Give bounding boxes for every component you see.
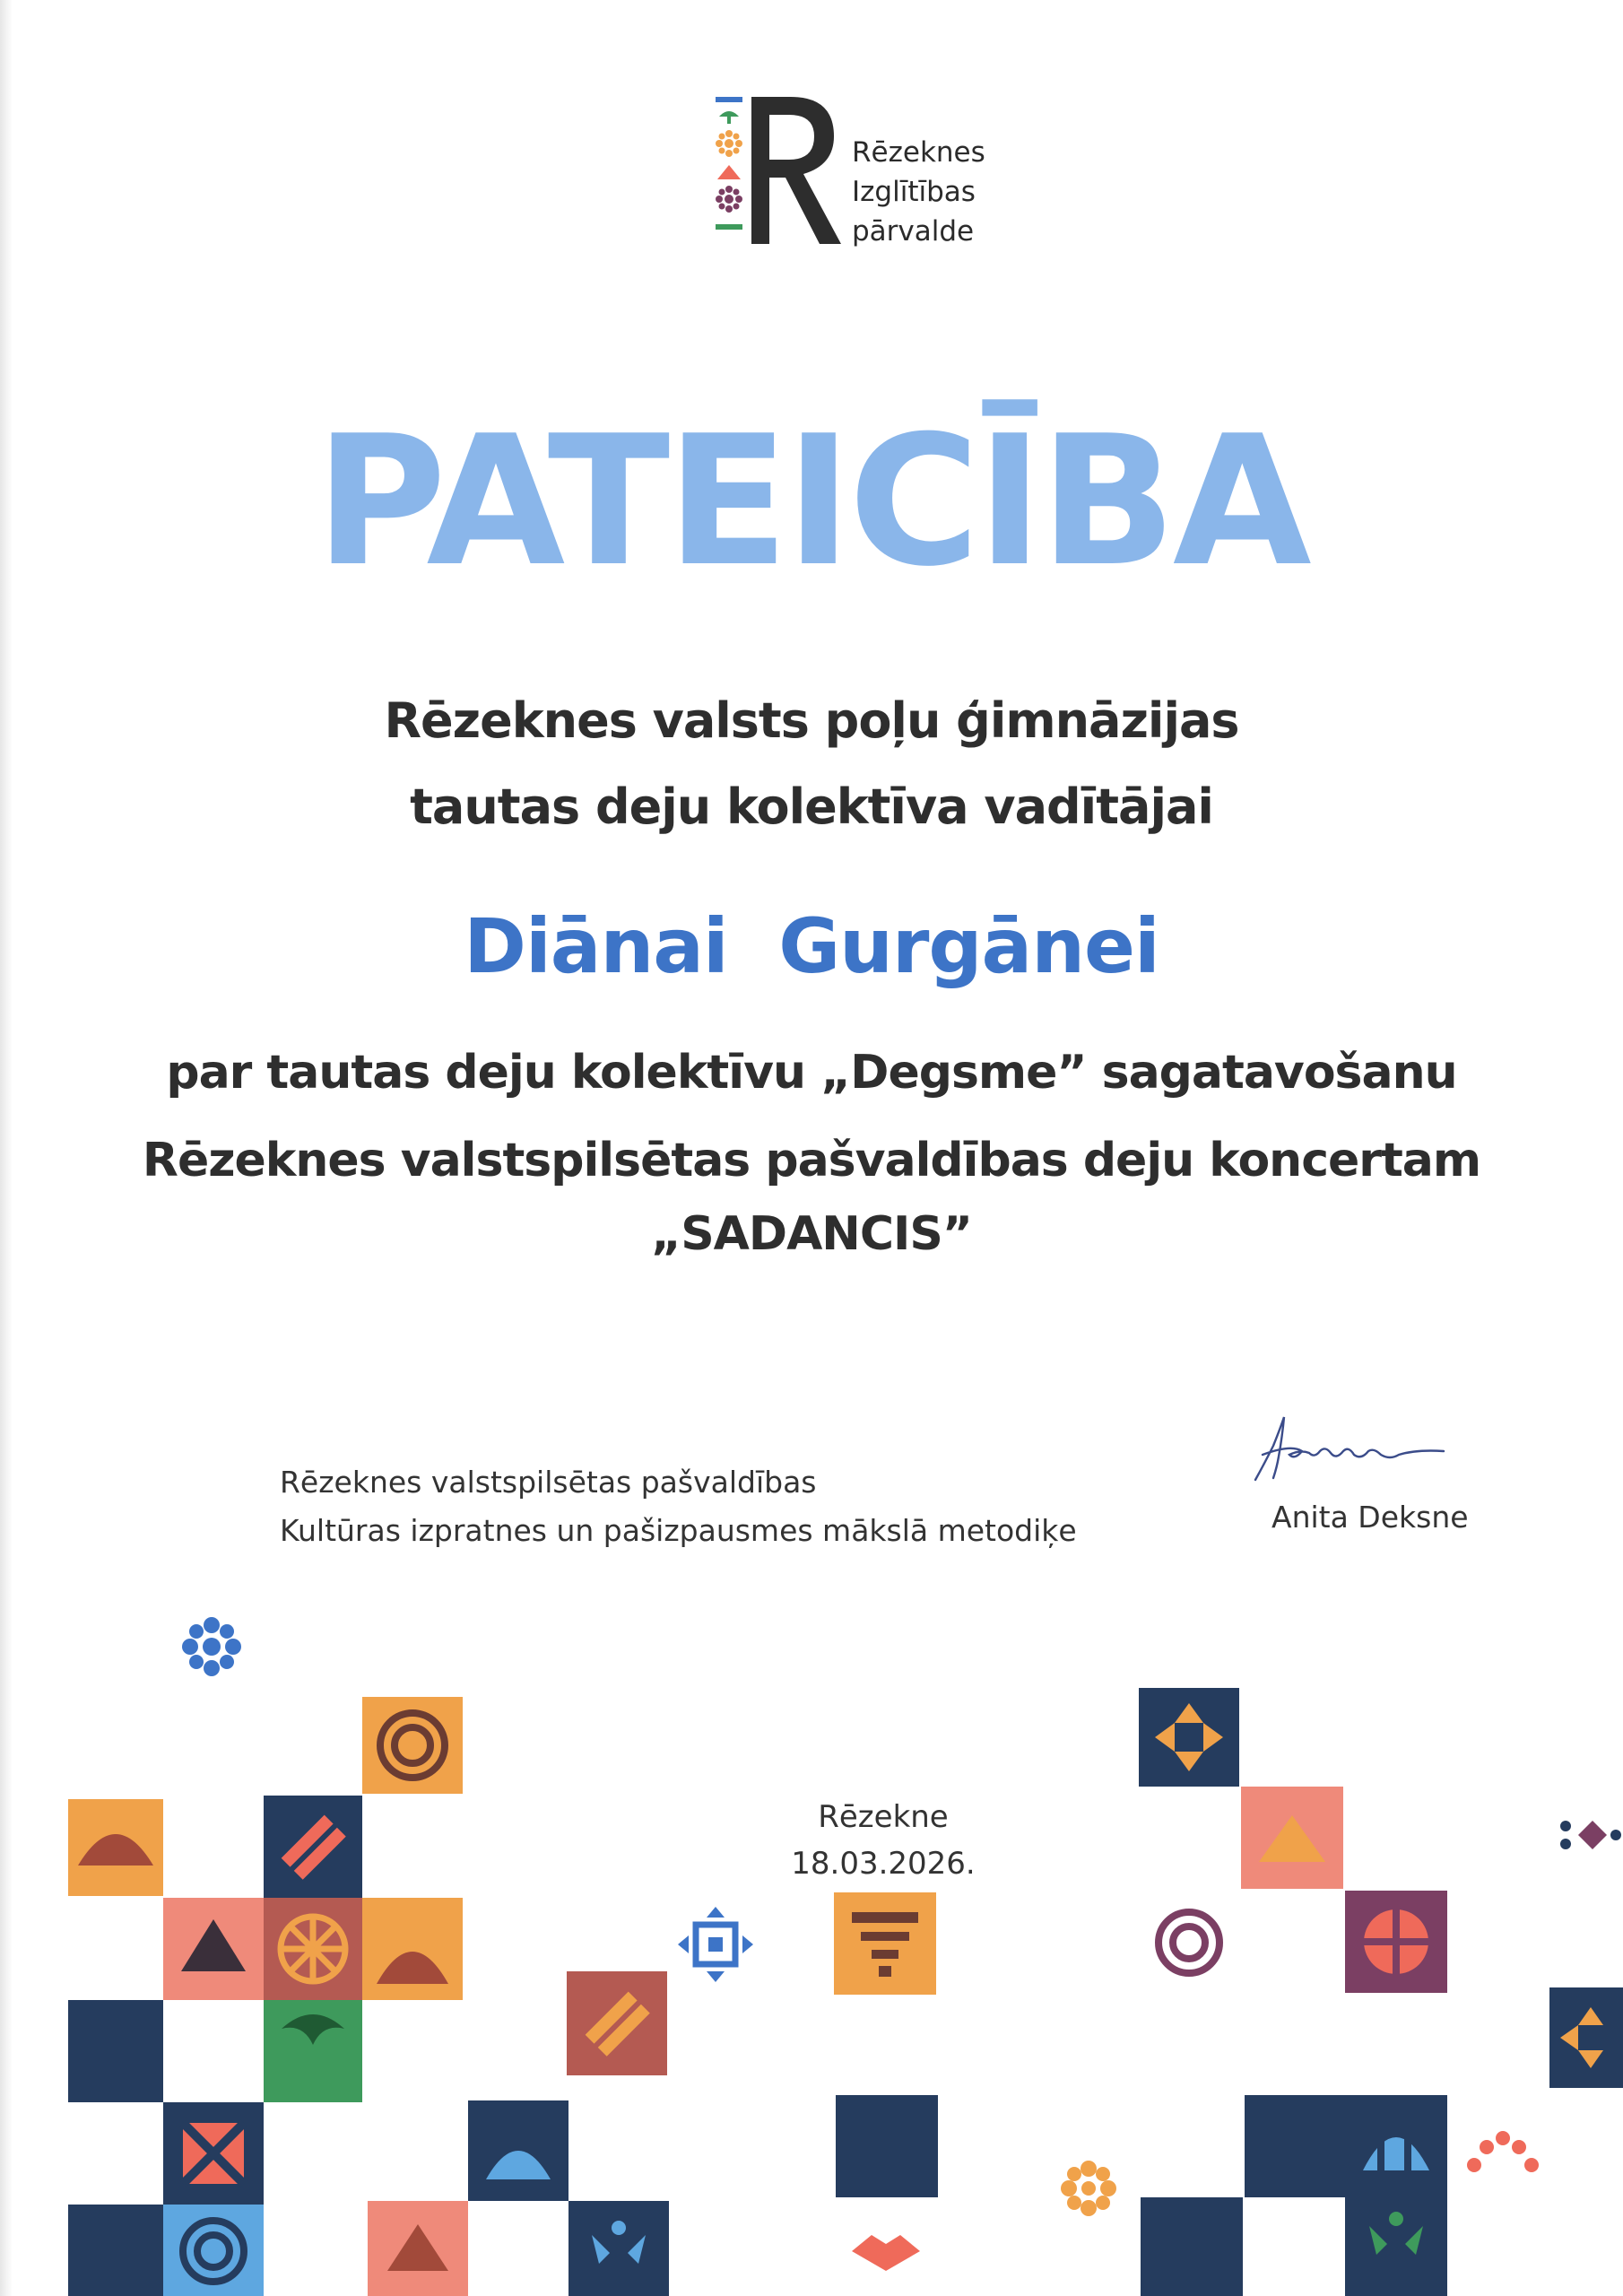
reason-line-2: Rēzeknes valstspilsētas pašvaldības deju koncertam xyxy=(142,1134,1481,1187)
recipient-line-2: tautas deju kolektīva vadītājai xyxy=(410,778,1213,835)
signatory-name: Anita Deksne xyxy=(1271,1500,1469,1535)
signatory-position-line-2: Kultūras izpratnes un pašizpausmes mākslā metodiķe xyxy=(280,1513,1077,1548)
flower-icon xyxy=(182,1617,241,1676)
place: Rēzekne xyxy=(818,1799,949,1835)
folk-ornament-pattern xyxy=(0,1596,1623,2296)
logo-line-1: Rēzeknes xyxy=(852,136,985,169)
logo-r-mark-icon xyxy=(708,90,852,251)
handwritten-signature xyxy=(1237,1410,1453,1491)
small-frame-icon xyxy=(678,1907,753,1982)
signatory-position-line-1: Rēzeknes valstspilsētas pašvaldības xyxy=(280,1465,817,1500)
logo-line-3: pārvalde xyxy=(852,215,975,248)
logo-text xyxy=(852,133,985,251)
reason-line-1: par tautas deju kolektīvu „Degsme” sagatavošanu xyxy=(166,1046,1457,1100)
date: 18.03.2026. xyxy=(791,1846,976,1882)
signatory-position xyxy=(280,1458,1077,1555)
logo-line-2: Izglītības xyxy=(852,176,976,208)
reason-line-3: „SADANCIS” xyxy=(651,1207,972,1261)
certificate-title: PATEICĪBA xyxy=(315,397,1308,606)
recipient-name: Diānai Gurgānei xyxy=(464,902,1159,990)
recipient-line-1: Rēzeknes valsts poļu ģimnāzijas xyxy=(384,692,1239,749)
education-board-logo xyxy=(708,90,1013,251)
